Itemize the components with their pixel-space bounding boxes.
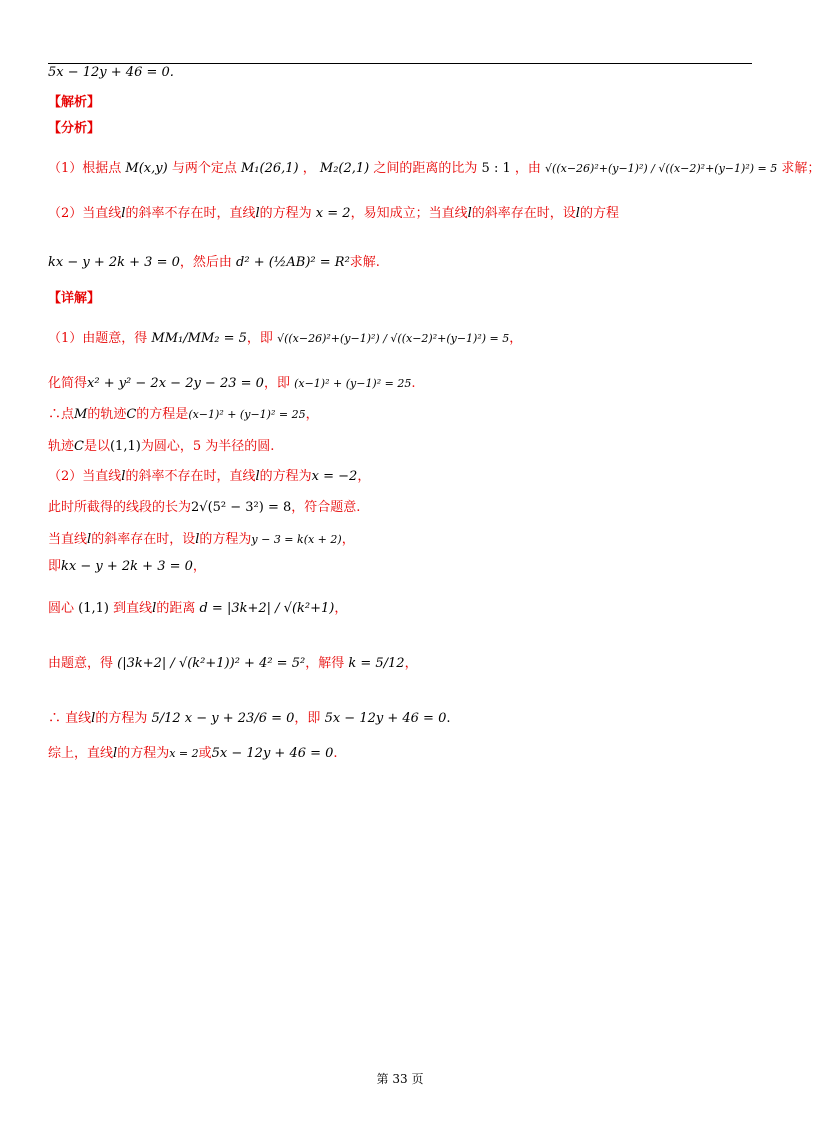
text-segment: 的方程为 — [117, 746, 170, 761]
text-segment: ， — [302, 161, 316, 176]
text-segment: ， — [305, 407, 319, 422]
section-fenxi: 【分析】 — [48, 121, 101, 136]
math-l: l — [87, 532, 92, 547]
math-circle-standard: (x−1)² + (y−1)² = 25 — [294, 377, 412, 390]
detail-line-6 — [48, 499, 360, 517]
text-segment: . — [446, 711, 451, 726]
detail-line-8 — [48, 558, 206, 576]
detail-line-3 — [48, 406, 319, 424]
text-segment: ∴点 — [48, 407, 75, 422]
detail-line-2 — [48, 375, 416, 393]
detail-line-12 — [48, 745, 338, 763]
text-segment: 之间的距离的比为 — [373, 161, 478, 176]
text-segment: 与两个定点 — [171, 161, 237, 176]
math-l: l — [113, 746, 118, 761]
analysis-line-3 — [48, 254, 380, 272]
math-l: l — [152, 601, 157, 616]
math-chord-length: 2√(5² − 3²) = 8 — [191, 500, 292, 515]
math-distance-ratio: √((x−26)²+(y−1)²) / √((x−2)²+(y−1)²) = 5 — [545, 162, 778, 175]
detail-line-10 — [48, 655, 418, 673]
text-segment: 的斜率不存在时，直线 — [125, 206, 256, 221]
text-segment: （2）当直线 — [48, 206, 122, 221]
text-segment: 的斜率不存在时，直线 — [125, 469, 256, 484]
text-segment: （2）当直线 — [48, 469, 122, 484]
text-segment: （1）由题意，得 — [48, 331, 148, 346]
text-segment: ， — [509, 331, 523, 346]
page-number: 第 33 页 — [376, 1072, 424, 1086]
text-segment: ， — [404, 656, 418, 671]
text-segment: ， — [192, 559, 206, 574]
detail-line-5 — [48, 468, 370, 486]
text-segment: 的方程为 — [199, 532, 252, 547]
text-segment: 的轨迹 — [87, 407, 127, 422]
detail-line-11 — [48, 710, 450, 728]
text-segment: ，即 — [263, 376, 290, 391]
math-c: C — [126, 407, 137, 422]
text-segment: 求解. — [349, 255, 380, 270]
math-distance-formula: d = |3k+2| / √(k²+1) — [199, 601, 335, 616]
text-segment: 即 — [48, 559, 62, 574]
math-point-m: M(x,y) — [125, 161, 168, 176]
text-segment: 综上，直线 — [48, 746, 114, 761]
text-segment: ， — [334, 601, 348, 616]
text-segment: 化简得 — [48, 376, 88, 391]
math-chord-formula: d² + (½AB)² = R² — [236, 255, 350, 270]
math-point-m2: M₂(2,1) — [319, 161, 370, 176]
text-segment: 的方程是 — [136, 407, 189, 422]
text-segment: . — [411, 376, 416, 391]
math-l: l — [195, 532, 200, 547]
text-segment: 的方程为 — [95, 711, 148, 726]
detail-line-7 — [48, 531, 355, 549]
math-circle-standard: (x−1)² + (y−1)² = 25 — [188, 408, 306, 421]
text-segment: 的方程为 — [259, 469, 312, 484]
text-segment: （1）根据点 — [48, 161, 122, 176]
text-segment: 当直线 — [48, 532, 88, 547]
text-segment: 为圆心，5 为半径的圆. — [140, 439, 275, 454]
text-segment: 的斜率存在时，设 — [471, 206, 576, 221]
text-segment: 求解； — [781, 161, 820, 176]
text-segment: ，即 — [294, 711, 321, 726]
section-jiexi: 【解析】 — [48, 95, 101, 110]
math-c: C — [74, 439, 84, 454]
math-point-m1: M₁(26,1) — [240, 161, 299, 176]
analysis-line-1 — [48, 160, 820, 178]
math-line-eq-final: 5x − 12y + 46 = 0 — [211, 746, 334, 761]
math-m: M — [74, 407, 88, 422]
text-segment: 到直线 — [113, 601, 153, 616]
text-segment: 轨迹 — [48, 439, 75, 454]
math-line-eq: kx − y + 2k + 3 = 0 — [61, 559, 193, 574]
math-line-eq: kx − y + 2k + 3 = 0 — [48, 255, 180, 270]
text-segment: ，由 — [514, 161, 541, 176]
math-ratio: 5 : 1 — [481, 161, 511, 176]
math-l: l — [121, 469, 126, 484]
text-segment: 的方程 — [579, 206, 619, 221]
math-x-eq: x = 2 — [315, 206, 351, 221]
text-segment: 由题意，得 — [48, 656, 114, 671]
section-xiangjie: 【详解】 — [48, 291, 101, 306]
math-line-eq-final: 5x − 12y + 46 = 0 — [324, 711, 447, 726]
math-center-point: (1,1) — [78, 601, 109, 616]
top-equation-line — [48, 64, 174, 82]
text-segment: . — [333, 746, 338, 761]
math-chord-equation: (|3k+2| / √(k²+1))² + 4² = 5² — [117, 656, 306, 671]
text-segment: ， — [341, 532, 355, 547]
text-segment: ，即 — [246, 331, 273, 346]
text-segment: 是以 — [83, 439, 110, 454]
math-point-slope: y − 3 = k(x + 2) — [251, 533, 342, 546]
text-segment: 的距离 — [156, 601, 196, 616]
text-segment: ，解得 — [305, 656, 345, 671]
math-l: l — [255, 206, 260, 221]
text-segment: 此时所截得的线段的长为 — [48, 500, 192, 515]
math-l: l — [575, 206, 580, 221]
text-segment: ∴ 直线 — [48, 711, 92, 726]
math-l: l — [255, 469, 260, 484]
detail-line-4 — [48, 438, 274, 456]
math-circle-general: x² + y² − 2x − 2y − 23 = 0 — [87, 376, 264, 391]
text-segment: ， — [357, 469, 371, 484]
analysis-line-2 — [48, 205, 619, 223]
text-segment: 的方程为 — [259, 206, 312, 221]
math-line-fraction-eq: 5/12 x − y + 23/6 = 0 — [151, 711, 295, 726]
math-l: l — [121, 206, 126, 221]
math-x-eq: x = −2 — [311, 469, 358, 484]
text-segment: ，易知成立；当直线 — [350, 206, 468, 221]
math-x-eq: x = 2 — [169, 747, 199, 760]
text-segment: ，符合题意. — [291, 500, 361, 515]
math-center-point: (1,1) — [109, 439, 141, 454]
top-equation: 5x − 12y + 46 = 0. — [48, 65, 174, 80]
detail-line-9 — [48, 600, 347, 618]
math-distance-ratio: √((x−26)²+(y−1)²) / √((x−2)²+(y−1)²) = 5 — [277, 332, 510, 345]
math-ratio-eq: MM₁/MM₂ = 5 — [151, 331, 247, 346]
text-segment: ，然后由 — [179, 255, 232, 270]
detail-line-1 — [48, 330, 522, 348]
text-segment: 圆心 — [48, 601, 75, 616]
text-segment: 的斜率存在时，设 — [91, 532, 196, 547]
math-l: l — [91, 711, 96, 726]
math-k-value: k = 5/12 — [348, 656, 405, 671]
text-segment: 或 — [198, 746, 212, 761]
math-l: l — [467, 206, 472, 221]
